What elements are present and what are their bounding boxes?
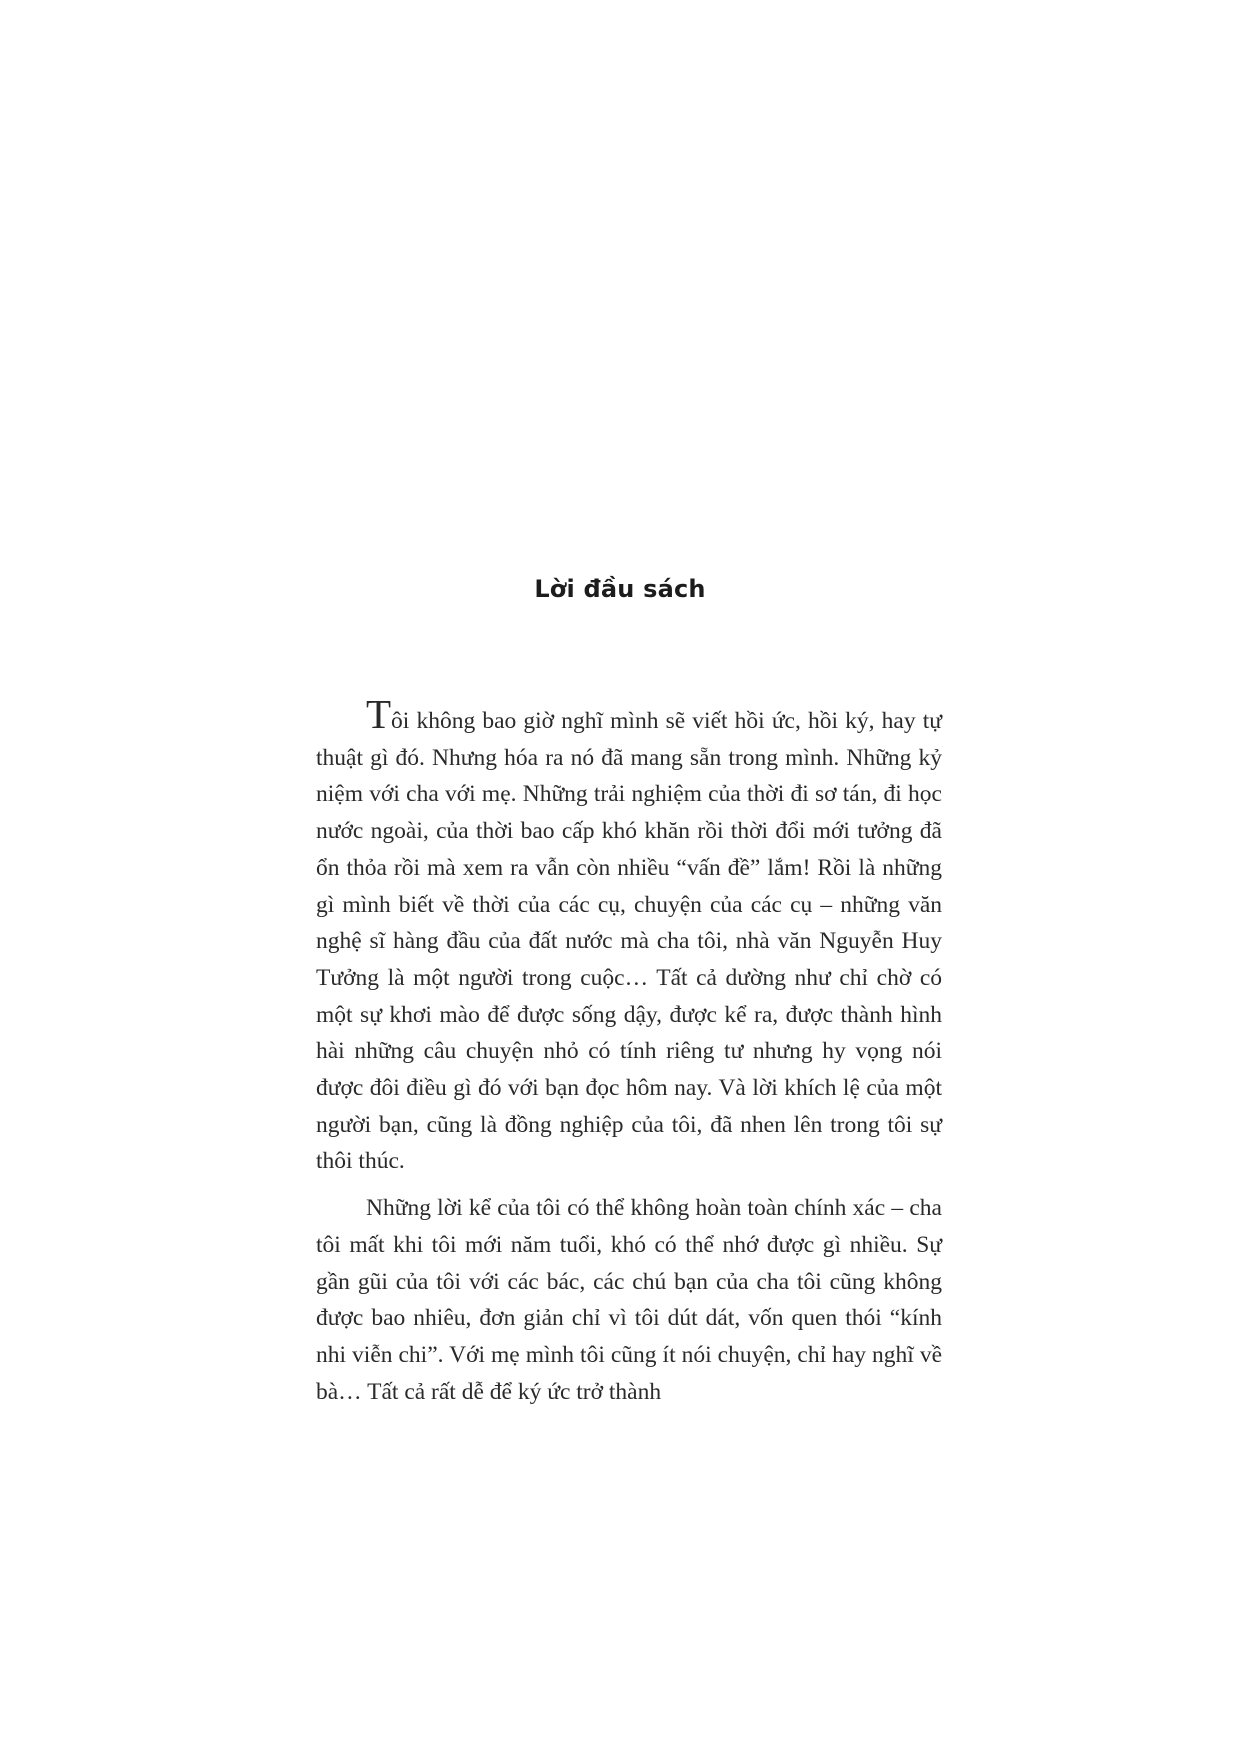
page-title: Lời đầu sách: [534, 575, 706, 603]
paragraph-2: Những lời kể của tôi có thể không hoàn toàn chính xác – cha tôi mất khi tôi mới năm tuổi, khó có thể nhớ được gì nhiều. Sự gần gũi của tôi với các bác, các chú bạn của cha tôi cũng không được bao nhiêu, đơn giản chỉ vì tôi dút dát, vốn quen thói “kính nhi viễn chi”. Với mẹ mình tôi cũng ít nói chuyện, chỉ hay nghĩ về bà… Tất cả rất dễ để ký ức trở thành: [316, 1195, 942, 1405]
body-text: [316, 691, 942, 1410]
drop-cap: T: [366, 691, 392, 737]
paragraph-1-text: ôi không bao giờ nghĩ mình sẽ viết hồi ức, hồi ký, hay tự thuật gì đó. Nhưng hóa ra nó đã mang sẵn trong mình. Những kỷ niệm với cha với mẹ. Những trải nghiệm của thời đi sơ tán, đi học nước ngoài, của thời bao cấp khó khăn rồi thời đổi mới tưởng đã ổn thỏa rồi mà xem ra vẫn còn nhiều “vấn đề” lắm! Rồi là những gì mình biết về thời của các cụ, chuyện của các cụ – những văn nghệ sĩ hàng đầu của đất nước mà cha tôi, nhà văn Nguyễn Huy Tưởng là một người trong cuộc… Tất cả dường như chỉ chờ có một sự khơi mào để được sống dậy, được kể ra, được thành hình hài những câu chuyện nhỏ có tính riêng tư nhưng hy vọng nói được đôi điều gì đó với bạn đọc hôm nay. Và lời khích lệ của một người bạn, cũng là đồng nghiệp của tôi, đã nhen lên trong tôi sự thôi thúc.: [316, 708, 942, 1175]
paragraph-1: [316, 691, 942, 1180]
